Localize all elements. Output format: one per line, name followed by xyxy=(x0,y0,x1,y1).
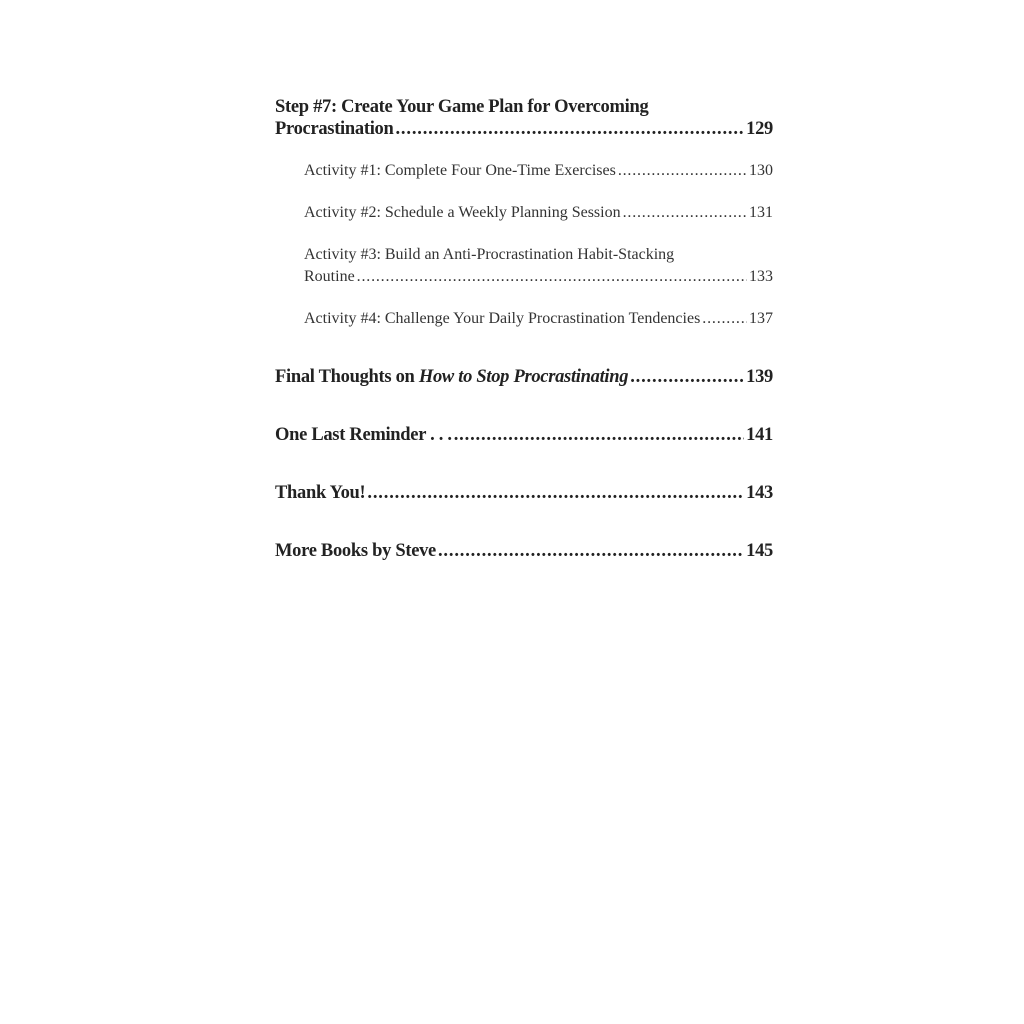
toc-entry-title: Thank You! xyxy=(275,483,366,503)
toc-page-number: 145 xyxy=(746,541,773,561)
toc-entry-title: Activity #1: Complete Four One-Time Exercises xyxy=(304,162,616,179)
toc-entry-title: One Last Reminder . . . xyxy=(275,425,452,445)
toc-entry-activity-1[interactable] xyxy=(275,160,773,182)
toc-entry-final-thoughts[interactable] xyxy=(275,366,773,388)
book-title-italic: How to Stop Procrastinating xyxy=(418,367,629,387)
toc-entry-activity-2[interactable] xyxy=(275,202,773,224)
toc-entry-step-7[interactable] xyxy=(275,96,773,140)
dot-leader xyxy=(618,160,747,182)
toc-entry-more-books[interactable] xyxy=(275,540,773,562)
toc-page-number: 141 xyxy=(746,425,773,445)
toc-entry-thank-you[interactable] xyxy=(275,482,773,504)
toc-page-number: 139 xyxy=(746,367,773,387)
toc-entry-title: Activity #2: Schedule a Weekly Planning Session xyxy=(304,204,621,221)
toc-entry-row xyxy=(275,266,773,288)
table-of-contents xyxy=(275,96,773,562)
dot-leader xyxy=(623,202,747,224)
toc-entry-title-line1: Step #7: Create Your Game Plan for Overcoming xyxy=(275,97,649,117)
toc-entry-title-prefix: Final Thoughts on xyxy=(275,367,415,387)
dot-leader xyxy=(630,366,744,388)
toc-page-number: 129 xyxy=(746,119,773,139)
toc-entry-one-last-reminder[interactable] xyxy=(275,424,773,446)
toc-entry-title: More Books by Steve xyxy=(275,541,436,561)
toc-page-number: 131 xyxy=(749,204,773,221)
toc-entry-row xyxy=(275,118,773,140)
dot-leader xyxy=(357,266,747,288)
dot-leader xyxy=(438,540,744,562)
toc-entry-title: Activity #4: Challenge Your Daily Procrastination Tendencies xyxy=(304,310,701,327)
toc-entry-activity-3[interactable] xyxy=(275,244,773,288)
dot-leader xyxy=(454,424,744,446)
dot-leader xyxy=(395,118,744,140)
toc-page-number: 130 xyxy=(749,162,773,179)
toc-page-number: 133 xyxy=(749,268,773,285)
toc-entry-activity-4[interactable] xyxy=(275,308,773,330)
toc-page-number: 137 xyxy=(749,310,773,327)
toc-entry-title-line2: Routine xyxy=(304,268,355,285)
dot-leader xyxy=(367,482,744,504)
toc-entry-title xyxy=(275,366,628,388)
toc-entry-title-line1: Activity #3: Build an Anti-Procrastination Habit-Stacking xyxy=(304,246,675,263)
toc-entry-title-line2: Procrastination xyxy=(275,119,394,139)
toc-page-number: 143 xyxy=(746,483,773,503)
dot-leader xyxy=(702,308,747,330)
